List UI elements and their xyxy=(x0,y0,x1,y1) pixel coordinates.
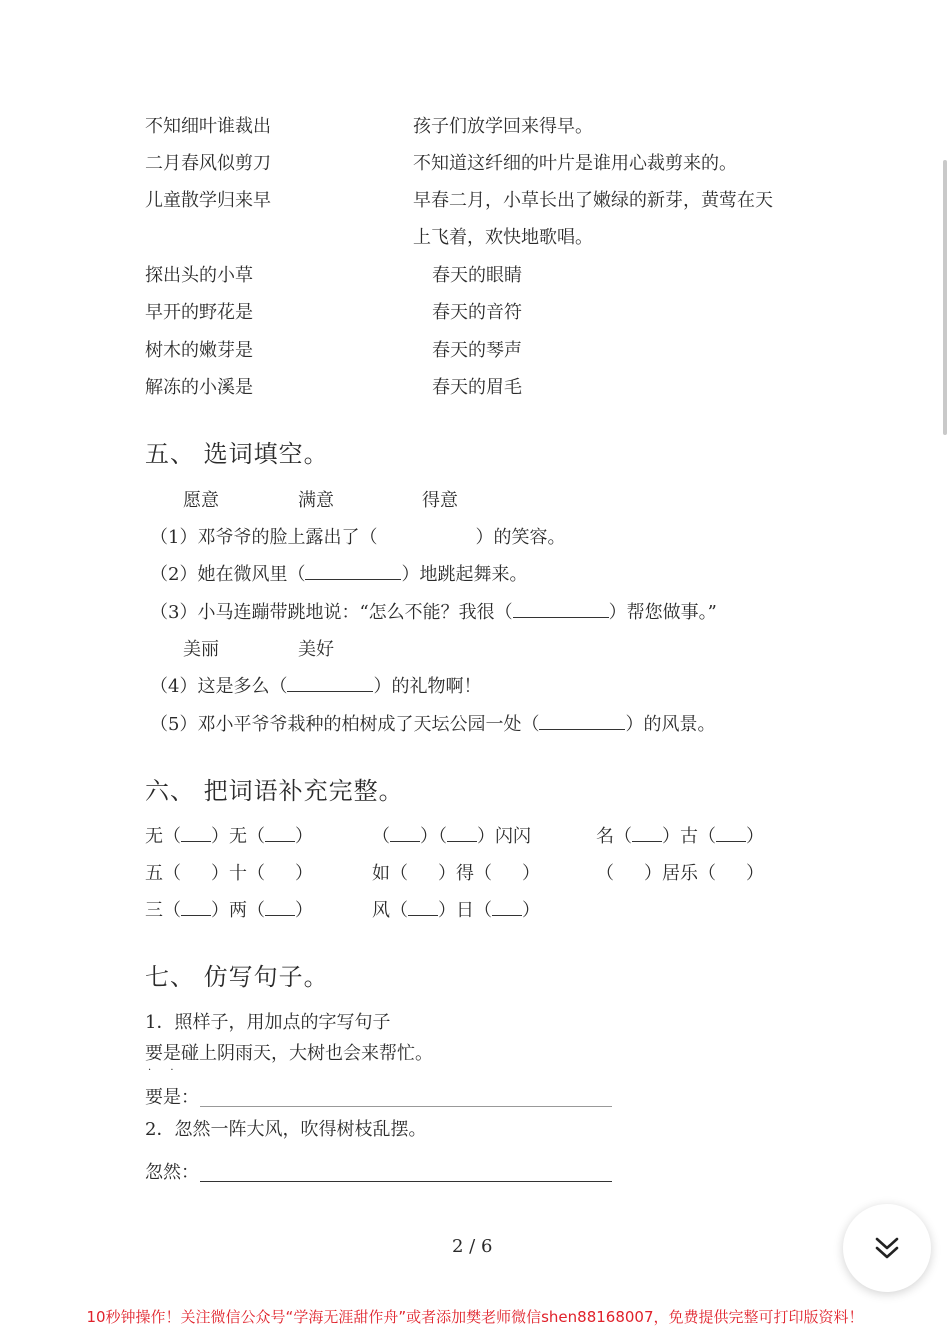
idiom-7: 三（ ）两（ ） xyxy=(145,900,313,921)
match-left-3: 儿童散学归来早 xyxy=(145,190,271,211)
blank-idiom[interactable] xyxy=(265,841,295,842)
answer-line-2[interactable] xyxy=(200,1181,612,1182)
section6-title: 六、 把词语补充完整。 xyxy=(145,777,404,805)
blank-idiom[interactable] xyxy=(390,841,420,842)
blank-q3[interactable] xyxy=(513,617,609,618)
question-2: （2）她在微风里（ ）地跳起舞来。 xyxy=(150,564,528,585)
idiom-4: 五（ ）十（ ） xyxy=(145,863,313,884)
blank-q4[interactable] xyxy=(287,691,373,692)
match-right-1: 孩子们放学回来得早。 xyxy=(413,116,593,137)
blank-idiom[interactable] xyxy=(716,841,746,842)
blank-idiom[interactable] xyxy=(408,915,438,916)
spring-left-1: 探出头的小草 xyxy=(145,265,253,286)
idiom-1: 无（ ）无（ ） xyxy=(145,826,313,847)
question-1: （1）邓爷爷的脸上露出了（ ）的笑容。 xyxy=(150,527,566,548)
word-choice-3: 得意 xyxy=(422,490,458,511)
blank-idiom[interactable] xyxy=(632,841,662,842)
match-right-3: 早春二月，小草长出了嫩绿的新芽，黄莺在天 xyxy=(413,190,773,211)
spring-left-4: 解冻的小溪是 xyxy=(145,377,253,398)
page-indicator: 2 / 6 xyxy=(452,1236,493,1257)
blank-idiom[interactable] xyxy=(181,915,211,916)
scroll-down-button[interactable] xyxy=(843,1204,931,1292)
idiom-5: 如（ ）得（ ） xyxy=(372,863,540,884)
rewrite-q1: 1．照样子，用加点的字写句子 xyxy=(145,1012,391,1033)
spring-right-3: 春天的琴声 xyxy=(432,340,522,361)
answer-label-1: 要是： xyxy=(145,1087,199,1108)
word-choice-2: 满意 xyxy=(298,490,334,511)
rewrite-q2: 2．忽然一阵大风，吹得树枝乱摆。 xyxy=(145,1119,427,1140)
question-4: （4）这是多么（ ）的礼物啊！ xyxy=(150,676,482,697)
question-3: （3）小马连蹦带跳地说：“怎么不能？我很（ ）帮您做事。” xyxy=(150,602,717,623)
spring-left-3: 树木的嫩芽是 xyxy=(145,340,253,361)
idiom-6: （ ）居乐（ ） xyxy=(596,863,764,884)
emphasis-dots: · · xyxy=(148,1065,182,1076)
spring-left-2: 早开的野花是 xyxy=(145,302,253,323)
spring-right-2: 春天的音符 xyxy=(432,302,522,323)
section5-title: 五、 选词填空。 xyxy=(145,440,329,468)
question-5: （5）邓小平爷爷栽种的柏树成了天坛公园一处（ ）的风景。 xyxy=(150,714,716,735)
answer-label-2: 忽然： xyxy=(145,1162,199,1183)
answer-line-1[interactable] xyxy=(200,1106,612,1107)
idiom-3: 名（ ）古（ ） xyxy=(596,826,764,847)
blank-idiom[interactable] xyxy=(447,841,477,842)
blank-idiom[interactable] xyxy=(265,915,295,916)
blank-q2[interactable] xyxy=(305,579,401,580)
spring-right-1: 春天的眼睛 xyxy=(432,265,522,286)
blank-q5[interactable] xyxy=(539,729,625,730)
double-chevron-down-icon xyxy=(871,1232,903,1264)
match-left-1: 不知细叶谁裁出 xyxy=(145,116,271,137)
scrollbar[interactable] xyxy=(943,160,947,435)
idiom-2: （ ）（ ）闪闪 xyxy=(372,826,531,847)
promo-banner: 10秒钟操作！关注微信公众号“学海无涯甜作舟”或者添加樊老师微信shen88168007，免费提供完整可打印版资料！ xyxy=(86,1308,864,1326)
match-right-2: 不知道这纤细的叶片是谁用心裁剪来的。 xyxy=(413,153,737,174)
rewrite-example-1: 要是碰上阴雨天，大树也会来帮忙。 xyxy=(145,1043,433,1064)
section7-title: 七、 仿写句子。 xyxy=(145,963,329,991)
match-left-2: 二月春风似剪刀 xyxy=(145,153,271,174)
word-choice-1: 愿意 xyxy=(183,490,219,511)
word-choice-4: 美丽 xyxy=(183,639,219,660)
spring-right-4: 春天的眉毛 xyxy=(432,377,522,398)
blank-idiom[interactable] xyxy=(181,841,211,842)
idiom-8: 风（ ）日（ ） xyxy=(372,900,540,921)
word-choice-5: 美好 xyxy=(298,639,334,660)
blank-idiom[interactable] xyxy=(492,915,522,916)
match-right-3-cont: 上飞着，欢快地歌唱。 xyxy=(413,227,593,248)
